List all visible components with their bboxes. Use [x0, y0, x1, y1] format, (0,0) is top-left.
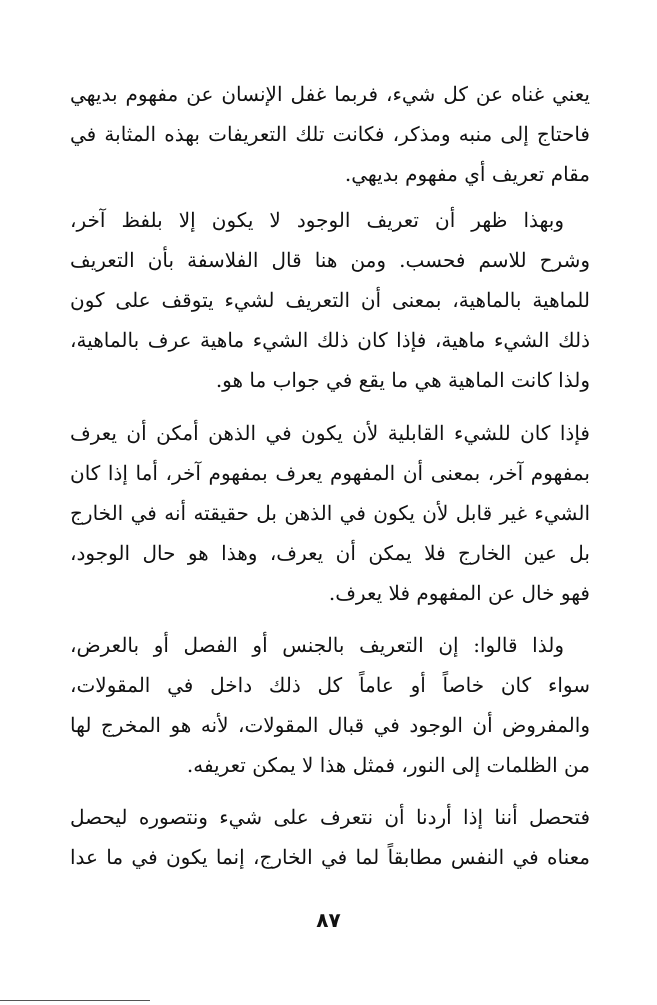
text-line: مقام تعريف أي مفهوم بديهي.	[344, 162, 590, 186]
text-line: بل عين الخارج فلا يمكن أن يعرف، وهذا هو حال الوجود،	[70, 541, 590, 565]
paragraph-5	[70, 797, 590, 877]
text-line: فتحصل أننا إذا أردنا أن نتعرف على شيء ونتصوره ليحصل	[70, 805, 590, 829]
text-line: الشيء غير قابل لأن يكون في الذهن بل حقيقته أنه في الخارج	[70, 501, 590, 525]
text-line: فهو خال عن المفهوم فلا يعرف.	[328, 581, 590, 605]
text-line: بمفهوم آخر، بمعنى أن المفهوم يعرف بمفهوم آخر، أما إذا كان	[70, 461, 590, 485]
text-line: من الظلمات إلى النور، فمثل هذا لا يمكن تعريفه.	[186, 753, 590, 777]
text-line: فإذا كان للشيء القابلية لأن يكون في الذهن أمكن أن يعرف	[70, 421, 590, 445]
text-line: ولذا كانت الماهية هي ما يقع في جواب ما هو.	[215, 368, 590, 392]
text-line: معناه في النفس مطابقاً لما في الخارج، إنما يكون في ما عدا	[70, 845, 590, 869]
paragraph-4	[70, 625, 590, 785]
text-line: ولذا قالوا: إن التعريف بالجنس أو الفصل أو بالعرض،	[70, 633, 564, 657]
paragraph-3	[70, 413, 590, 613]
text-line: فاحتاج إلى منبه ومذكر، فكانت تلك التعريفات بهذه المثابة في	[70, 122, 590, 146]
text-line: يعني غناه عن كل شيء، فربما غفل الإنسان عن مفهوم بديهي	[70, 82, 590, 106]
text-line: وشرح للاسم فحسب. ومن هنا قال الفلاسفة بأن التعريف	[70, 248, 590, 272]
text-line: للماهية بالماهية، بمعنى أن التعريف لشيء يتوقف على كون	[70, 288, 590, 312]
text-line: وبهذا ظهر أن تعريف الوجود لا يكون إلا بلفظ آخر،	[70, 208, 564, 232]
paragraph-1	[70, 74, 590, 194]
text-line: ذلك الشيء ماهية، فإذا كان ذلك الشيء ماهية عرف بالماهية،	[70, 328, 590, 352]
text-line: سواء كان خاصاً أو عاماً كل ذلك داخل في المقولات،	[70, 673, 590, 697]
text-line: والمفروض أن الوجود في قبال المقولات، لأنه هو المخرج لها	[70, 713, 590, 737]
paragraph-2	[70, 200, 590, 400]
scan-edge-divider	[0, 1000, 150, 1001]
page-number: ٨٧	[316, 908, 341, 932]
